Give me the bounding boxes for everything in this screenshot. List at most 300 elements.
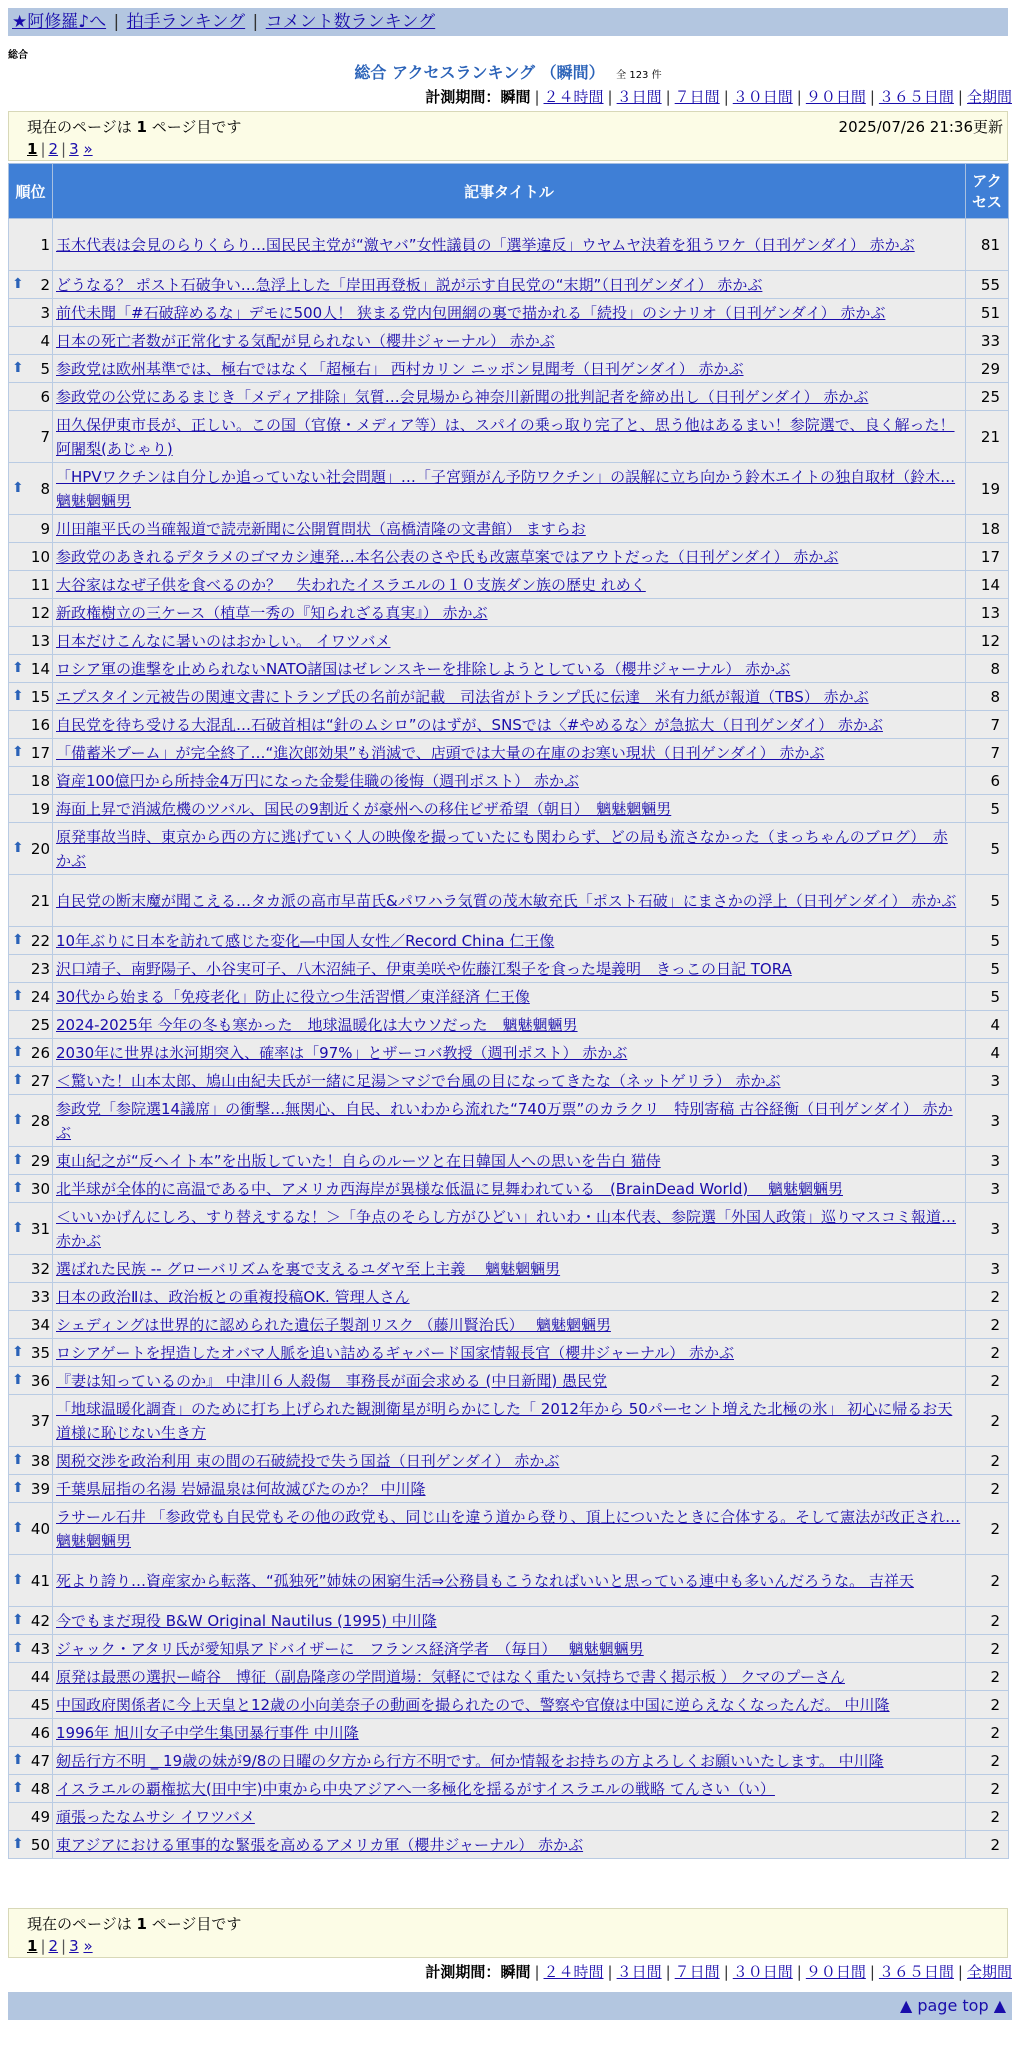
page-separator: | bbox=[61, 140, 67, 158]
up-arrow-icon: ⬆ bbox=[12, 659, 24, 676]
article-link[interactable]: 東アジアにおける軍事的な緊張を高めるアメリカ軍（櫻井ジャーナル） 赤かぶ bbox=[56, 1835, 584, 1854]
title-cell bbox=[53, 955, 966, 983]
article-link[interactable]: エプスタイン元被告の関連文書にトランプ氏の名前が記載 司法省がトランプ氏に伝達 米有力紙が報道（TBS） 赤かぶ bbox=[56, 687, 869, 706]
rank-cell bbox=[9, 1607, 53, 1635]
title-cell bbox=[53, 463, 966, 515]
title-cell bbox=[53, 1039, 966, 1067]
rank-cell bbox=[9, 655, 53, 683]
rank-number: 9 bbox=[40, 519, 50, 538]
period-separator: | bbox=[796, 88, 802, 106]
article-link[interactable]: ＜驚いた！山本太郎、鳩山由紀夫氏が一緒に足湯＞マジで台風の目になってきたな（ネットゲリラ） 赤かぶ bbox=[56, 1071, 781, 1090]
access-count: 25 bbox=[966, 383, 1009, 411]
article-link[interactable]: 資産100億円から所持金4万円になった金髪佳職の後悔（週刊ポスト） 赤かぶ bbox=[56, 771, 579, 790]
article-link[interactable]: 海面上昇で消滅危機のツバル、国民の9割近くが豪州への移住ビザ希望（朝日） 魑魅魍魎男 bbox=[56, 799, 672, 818]
access-count: 2 bbox=[966, 1503, 1009, 1555]
title-cell bbox=[53, 1747, 966, 1775]
rank-number: 7 bbox=[40, 427, 50, 446]
up-arrow-icon: ⬆ bbox=[12, 1343, 24, 1360]
access-count: 8 bbox=[966, 683, 1009, 711]
rank-cell bbox=[9, 1283, 53, 1311]
rank-cell bbox=[9, 1255, 53, 1283]
period-label: 計測期間： bbox=[425, 88, 501, 106]
title-cell bbox=[53, 823, 966, 875]
title-cell bbox=[53, 1311, 966, 1339]
article-link[interactable]: シェディングは世界的に認められた遺伝子製剤リスク （藤川賢治氏） 魑魅魍魎男 bbox=[56, 1315, 611, 1334]
table-row bbox=[9, 463, 1009, 515]
article-link[interactable]: 参政党は欧州基準では、極右ではなく「超極右」 西村カリン ニッポン見聞考（日刊ゲンダイ） 赤かぶ bbox=[56, 359, 744, 378]
page-info-number: 1 bbox=[136, 118, 147, 136]
title-cell bbox=[53, 1147, 966, 1175]
rank-cell bbox=[9, 1803, 53, 1831]
rank-cell bbox=[9, 1311, 53, 1339]
period-separator: | bbox=[957, 1963, 963, 1981]
period-link[interactable]: 全期間 bbox=[966, 88, 1012, 106]
title-cell bbox=[53, 1255, 966, 1283]
top-nav bbox=[8, 8, 1008, 36]
rank-cell bbox=[9, 1067, 53, 1095]
access-count: 2 bbox=[966, 1475, 1009, 1503]
article-link[interactable]: 頑張ったなムサシ イワツバメ bbox=[56, 1807, 255, 1826]
updated-timestamp: 2025/07/26 21:36更新 bbox=[838, 118, 1003, 136]
access-count: 3 bbox=[966, 1095, 1009, 1147]
period-separator: | bbox=[869, 88, 875, 106]
up-arrow-icon: ⬆ bbox=[12, 1111, 24, 1128]
table-row bbox=[9, 1555, 1009, 1607]
access-count: 2 bbox=[966, 1367, 1009, 1395]
rank-cell bbox=[9, 1747, 53, 1775]
period-link[interactable]: ３０日間 bbox=[732, 1963, 793, 1981]
table-row bbox=[9, 543, 1009, 571]
article-link[interactable]: 原発事故当時、東京から西の方に逃げていく人の映像を撮っていたにも関わらず、どの局も流さなかった（まっちゃんのブログ） 赤かぶ bbox=[56, 827, 948, 870]
article-link[interactable]: 「地球温暖化調査」のために打ち上げられた観測衛星が明らかにした「 2012年から 50パーセント増えた北極の氷」 初心に帰るお天道様に恥じない生き方 bbox=[56, 1399, 953, 1442]
rank-cell bbox=[9, 1635, 53, 1663]
rank-cell bbox=[9, 1147, 53, 1175]
rank-cell bbox=[9, 927, 53, 955]
article-link[interactable]: 『妻は知っているのか』 中津川６人殺傷 事務長が面会求める (中日新聞) 愚民党 bbox=[56, 1371, 608, 1390]
table-row bbox=[9, 1719, 1009, 1747]
article-link[interactable]: 日本だけこんなに暑いのはおかしい。 イワツバメ bbox=[56, 631, 391, 650]
title-cell bbox=[53, 927, 966, 955]
access-count: 2 bbox=[966, 1555, 1009, 1607]
title-cell bbox=[53, 411, 966, 463]
rank-number: 18 bbox=[30, 771, 50, 790]
article-link[interactable]: 剱岳行方不明 _ 19歳の妹が9/8の日曜の夕方から行方不明です。何か情報をお持ちの方よろしくお願いいたします。 中川隆 bbox=[56, 1751, 884, 1770]
title-cell bbox=[53, 1555, 966, 1607]
access-count: 5 bbox=[966, 823, 1009, 875]
table-row bbox=[9, 1367, 1009, 1395]
rank-cell bbox=[9, 327, 53, 355]
article-link[interactable]: 自民党の断末魔が聞こえる…タカ派の高市早苗氏&パワハラ気質の茂木敏充氏「ポスト石破」にまさかの浮上（日刊ゲンダイ） 赤かぶ bbox=[56, 891, 957, 910]
rank-cell bbox=[9, 571, 53, 599]
article-link[interactable]: 千葉県屈指の名湯 岩婦温泉は何故滅びたのか？ 中川隆 bbox=[56, 1479, 426, 1498]
ranking-table bbox=[8, 163, 1009, 1859]
title-cell bbox=[53, 627, 966, 655]
table-row bbox=[9, 1803, 1009, 1831]
rank-number: 23 bbox=[30, 959, 50, 978]
article-link[interactable]: 大谷家はなぜ子供を食べるのか？ 失われたイスラエルの１０支族ダン族の歴史 れめく bbox=[56, 575, 646, 594]
period-link[interactable]: ２４時間 bbox=[543, 1963, 604, 1981]
rank-number: 45 bbox=[30, 1695, 50, 1714]
title-cell bbox=[53, 1475, 966, 1503]
rank-cell bbox=[9, 1395, 53, 1447]
table-row bbox=[9, 739, 1009, 767]
access-count: 19 bbox=[966, 463, 1009, 515]
table-row bbox=[9, 219, 1009, 271]
access-count: 3 bbox=[966, 1147, 1009, 1175]
access-count: 5 bbox=[966, 927, 1009, 955]
rank-number: 41 bbox=[30, 1571, 50, 1590]
period-separator: | bbox=[723, 1963, 729, 1981]
table-row bbox=[9, 1747, 1009, 1775]
rank-number: 13 bbox=[30, 631, 50, 650]
period-separator: | bbox=[869, 1963, 875, 1981]
period-link[interactable]: ７日間 bbox=[674, 1963, 720, 1981]
page-link[interactable]: 3 bbox=[69, 1937, 79, 1955]
period-link[interactable]: ７日間 bbox=[674, 88, 720, 106]
period-separator: | bbox=[607, 1963, 613, 1981]
title-cell bbox=[53, 1803, 966, 1831]
up-arrow-icon: ⬆ bbox=[12, 1071, 24, 1088]
access-count: 2 bbox=[966, 1803, 1009, 1831]
article-link[interactable]: 自民党を待ち受ける大混乱…石破首相は“針のムシロ”のはずが、SNSでは〈#やめるな〉が急拡大（日刊ゲンダイ） 赤かぶ bbox=[56, 715, 883, 734]
table-row bbox=[9, 1607, 1009, 1635]
page-separator: | bbox=[40, 140, 46, 158]
rank-number: 12 bbox=[30, 603, 50, 622]
period-separator: | bbox=[723, 88, 729, 106]
article-link[interactable]: ロシア軍の進撃を止められないNATO諸国はゼレンスキーを排除しようとしている（櫻井ジャーナル） 赤かぶ bbox=[56, 659, 791, 678]
up-arrow-icon: ⬆ bbox=[12, 687, 24, 704]
up-arrow-icon: ⬆ bbox=[12, 1779, 24, 1796]
access-count: 14 bbox=[966, 571, 1009, 599]
rank-cell bbox=[9, 463, 53, 515]
rank-number: 6 bbox=[40, 387, 50, 406]
period-separator: | bbox=[796, 1963, 802, 1981]
rank-number: 40 bbox=[30, 1519, 50, 1538]
table-row bbox=[9, 655, 1009, 683]
access-count: 4 bbox=[966, 1011, 1009, 1039]
title-cell bbox=[53, 983, 966, 1011]
rank-number: 10 bbox=[30, 547, 50, 566]
table-row bbox=[9, 1067, 1009, 1095]
rank-cell bbox=[9, 1175, 53, 1203]
access-count: 7 bbox=[966, 739, 1009, 767]
title-cell bbox=[53, 1283, 966, 1311]
nav-comment-ranking[interactable]: コメント数ランキング bbox=[265, 12, 436, 32]
rank-cell bbox=[9, 515, 53, 543]
nav-separator: | bbox=[252, 12, 259, 32]
table-row bbox=[9, 683, 1009, 711]
access-count: 2 bbox=[966, 1775, 1009, 1803]
page-next-link[interactable]: » bbox=[83, 140, 93, 158]
article-link[interactable]: 参政党のあきれるデタラメのゴマカシ連発…本名公表のさや氏も改憲草案ではアウトだった（日刊ゲンダイ） 赤かぶ bbox=[56, 547, 839, 566]
access-count: 29 bbox=[966, 355, 1009, 383]
period-link[interactable]: 全期間 bbox=[966, 1963, 1012, 1981]
table-row bbox=[9, 1503, 1009, 1555]
title-cell bbox=[53, 739, 966, 767]
table-row bbox=[9, 1775, 1009, 1803]
access-count: 2 bbox=[966, 1691, 1009, 1719]
rank-number: 27 bbox=[30, 1071, 50, 1090]
access-count: 17 bbox=[966, 543, 1009, 571]
article-link[interactable]: 日本の死亡者数が正常化する気配が見られない（櫻井ジャーナル） 赤かぶ bbox=[56, 331, 555, 350]
table-row bbox=[9, 1635, 1009, 1663]
article-link[interactable]: どうなる？ ポスト石破争い…急浮上した「岸田再登板」説が示す自民党の“末期”（日刊ゲンダイ） 赤かぶ bbox=[56, 275, 763, 294]
rank-cell bbox=[9, 1719, 53, 1747]
article-link[interactable]: イスラエルの覇権拡大(田中宇)中東から中央アジアへ一多極化を揺るがすイスラエルの戦略 てんさい（い） bbox=[56, 1779, 775, 1798]
rank-number: 24 bbox=[30, 987, 50, 1006]
page-separator: | bbox=[40, 1937, 46, 1955]
title-cell bbox=[53, 355, 966, 383]
rank-number: 47 bbox=[30, 1751, 50, 1770]
page-info-suffix: ページ目です bbox=[151, 118, 242, 136]
rank-cell bbox=[9, 823, 53, 875]
up-arrow-icon: ⬆ bbox=[12, 1043, 24, 1060]
period-link[interactable]: ９０日間 bbox=[805, 1963, 866, 1981]
page-info-prefix: 現在のページは bbox=[27, 118, 132, 136]
access-count: 21 bbox=[966, 411, 1009, 463]
page-current: 1 bbox=[27, 140, 38, 158]
count-label: 全 123 件 bbox=[616, 70, 662, 81]
article-link[interactable]: 北半球が全体的に高温である中、アメリカ西海岸が異様な低温に見舞われている (BrainDead World) 魑魅魍魎男 bbox=[56, 1179, 843, 1198]
article-link[interactable]: 参政党「参院選14議席」の衝撃…無関心、自民、れいわから流れた“740万票”のカラクリ 特別寄稿 古谷経衡（日刊ゲンダイ） 赤かぶ bbox=[56, 1099, 953, 1142]
rank-cell bbox=[9, 1203, 53, 1255]
article-link[interactable]: ラサール石井 「参政党も自民党もその他の政党も、同じ山を違う道から登り、頂上についたときに合体する。そして憲法が改正され… 魑魅魍魎男 bbox=[56, 1507, 961, 1550]
table-row bbox=[9, 1311, 1009, 1339]
table-row bbox=[9, 1395, 1009, 1447]
access-count: 55 bbox=[966, 271, 1009, 299]
article-link[interactable]: ＜いいかげんにしろ、すり替えするな！＞「争点のそらし方がひどい」れいわ・山本代表、参院選「外国人政策」巡りマスコミ報道… 赤かぶ bbox=[56, 1207, 957, 1250]
title-cell bbox=[53, 1691, 966, 1719]
rank-cell bbox=[9, 1503, 53, 1555]
rank-number: 49 bbox=[30, 1807, 50, 1826]
title-cell bbox=[53, 1011, 966, 1039]
access-count: 3 bbox=[966, 1067, 1009, 1095]
page-links bbox=[27, 1937, 93, 1955]
up-arrow-icon: ⬆ bbox=[12, 1179, 24, 1196]
rank-number: 1 bbox=[40, 235, 50, 254]
period-link[interactable]: ３日間 bbox=[616, 88, 662, 106]
col-access-header: アクセス bbox=[966, 164, 1009, 219]
article-link[interactable]: ロシアゲートを捏造したオバマ人脈を追い詰めるギャバード国家情報長官（櫻井ジャーナル） 赤かぶ bbox=[56, 1343, 734, 1362]
table-row bbox=[9, 355, 1009, 383]
up-arrow-icon: ⬆ bbox=[12, 1835, 24, 1852]
rank-cell bbox=[9, 683, 53, 711]
nav-clap-ranking[interactable]: 拍手ランキング bbox=[126, 12, 246, 32]
table-row bbox=[9, 1339, 1009, 1367]
access-count: 7 bbox=[966, 711, 1009, 739]
title-cell bbox=[53, 1095, 966, 1147]
table-row bbox=[9, 1203, 1009, 1255]
access-count: 2 bbox=[966, 1395, 1009, 1447]
table-row bbox=[9, 1147, 1009, 1175]
article-link[interactable]: 中国政府関係者に今上天皇と12歳の小向美奈子の動画を撮られたので、警察や官僚は中国に逆らえなくなったんだ。 中川隆 bbox=[56, 1695, 890, 1714]
rank-number: 37 bbox=[30, 1411, 50, 1430]
title-cell bbox=[53, 711, 966, 739]
article-link[interactable]: 死より誇り…資産家から転落、“孤独死”姉妹の困窮生活⇒公務員もこうなればいいと思っている連中も多いんだろうな。 吉祥天 bbox=[56, 1571, 914, 1590]
title-cell bbox=[53, 1775, 966, 1803]
period-link[interactable]: ３日間 bbox=[616, 1963, 662, 1981]
page-current: 1 bbox=[27, 1937, 38, 1955]
article-link[interactable]: 関税交渉を政治利用 束の間の石破続投で失う国益（日刊ゲンダイ） 赤かぶ bbox=[56, 1451, 560, 1470]
period-separator: | bbox=[957, 88, 963, 106]
article-link[interactable]: 沢口靖子、南野陽子、小谷実可子、八木沼純子、伊東美咲や佐藤江梨子を食った堤義明 きっこの日記 TORA bbox=[56, 959, 792, 978]
period-link[interactable]: ２４時間 bbox=[543, 88, 604, 106]
access-count: 2 bbox=[966, 1311, 1009, 1339]
up-arrow-icon: ⬆ bbox=[12, 479, 24, 496]
rank-cell bbox=[9, 355, 53, 383]
period-separator: | bbox=[534, 88, 540, 106]
rank-number: 11 bbox=[30, 575, 50, 594]
period-label: 計測期間： bbox=[425, 1963, 501, 1981]
access-count: 5 bbox=[966, 795, 1009, 823]
article-link[interactable]: 「HPVワクチンは自分しか追っていない社会問題」…「子宮頸がん予防ワクチン」の誤解に立ち向かう鈴木エイトの独自取材（鈴木… 魑魅魍魎男 bbox=[56, 467, 956, 510]
article-link[interactable]: 川田龍平氏の当確報道で読売新聞に公開質問状（高橋清隆の文書館） ますらお bbox=[56, 519, 586, 538]
up-arrow-icon: ⬆ bbox=[12, 1151, 24, 1168]
table-row bbox=[9, 711, 1009, 739]
title-cell bbox=[53, 683, 966, 711]
title-cell bbox=[53, 1831, 966, 1859]
up-arrow-icon: ⬆ bbox=[12, 1479, 24, 1496]
article-link[interactable]: 原発は最悪の選択ー崎谷 博征（副島隆彦の学問道場：気軽にではなく重たい気持ちで書く掲示板 ） クマのプーさん bbox=[56, 1667, 845, 1686]
page-info-prefix: 現在のページは bbox=[27, 1915, 132, 1933]
access-count: 5 bbox=[966, 983, 1009, 1011]
article-link[interactable]: 参政党の公党にあるまじき「メディア排除」気質…会見場から神奈川新聞の批判記者を締め出し（日刊ゲンダイ） 赤かぶ bbox=[56, 387, 869, 406]
up-arrow-icon: ⬆ bbox=[12, 1371, 24, 1388]
article-link[interactable]: 日本の政治Ⅱは、政治板との重複投稿OK. 管理人さん bbox=[56, 1287, 410, 1306]
title-cell bbox=[53, 1447, 966, 1475]
article-link[interactable]: 30代から始まる「免疫老化」防止に役立つ生活習慣／東洋経済 仁王像 bbox=[56, 987, 530, 1006]
period-link[interactable]: ９０日間 bbox=[805, 88, 866, 106]
rank-number: 19 bbox=[30, 799, 50, 818]
rank-cell bbox=[9, 1691, 53, 1719]
up-arrow-icon: ⬆ bbox=[12, 1751, 24, 1768]
rank-number: 3 bbox=[40, 303, 50, 322]
heading-text: 総合 アクセスランキング （瞬間） bbox=[354, 63, 605, 82]
article-link[interactable]: 玉木代表は会見のらりくらり…国民民主党が“激ヤバ”女性議員の「選挙違反」ウヤムヤ決着を狙うワケ（日刊ゲンダイ） 赤かぶ bbox=[56, 235, 915, 254]
article-link[interactable]: 1996年 旭川女子中学生集団暴行事件 中川隆 bbox=[56, 1723, 359, 1742]
article-link[interactable]: 2024-2025年 今年の冬も寒かった 地球温暖化は大ウソだった 魑魅魍魎男 bbox=[56, 1015, 578, 1034]
period-separator: | bbox=[534, 1963, 540, 1981]
page-info bbox=[27, 1913, 241, 1934]
page-link[interactable]: 2 bbox=[48, 1937, 59, 1955]
table-row bbox=[9, 1039, 1009, 1067]
rank-cell bbox=[9, 795, 53, 823]
title-cell bbox=[53, 1503, 966, 1555]
title-cell bbox=[53, 655, 966, 683]
article-link[interactable]: 東山紀之が“反ヘイト本”を出版していた！自らのルーツと在日韓国人への思いを告白 猫侍 bbox=[56, 1151, 661, 1170]
access-count: 2 bbox=[966, 1747, 1009, 1775]
page-link[interactable]: 3 bbox=[69, 140, 79, 158]
title-cell bbox=[53, 1635, 966, 1663]
rank-cell bbox=[9, 767, 53, 795]
table-row bbox=[9, 271, 1009, 299]
rank-cell bbox=[9, 983, 53, 1011]
up-arrow-icon: ⬆ bbox=[12, 1639, 24, 1656]
page-next-link[interactable]: » bbox=[83, 1937, 93, 1955]
table-row bbox=[9, 795, 1009, 823]
rank-cell bbox=[9, 875, 53, 927]
period-link[interactable]: ３６５日間 bbox=[878, 1963, 954, 1981]
up-arrow-icon: ⬆ bbox=[12, 987, 24, 1004]
article-link[interactable]: 2030年に世界は氷河期突入、確率は「97%」とザーコバ教授（週刊ポスト） 赤かぶ bbox=[56, 1043, 628, 1062]
table-row bbox=[9, 411, 1009, 463]
rank-number: 44 bbox=[30, 1667, 50, 1686]
title-cell bbox=[53, 383, 966, 411]
title-cell bbox=[53, 767, 966, 795]
rank-number: 50 bbox=[30, 1835, 50, 1854]
rank-number: 35 bbox=[30, 1343, 50, 1362]
up-arrow-icon: ⬆ bbox=[12, 275, 24, 292]
title-cell bbox=[53, 1367, 966, 1395]
rank-number: 14 bbox=[30, 659, 50, 678]
access-count: 2 bbox=[966, 1283, 1009, 1311]
table-row bbox=[9, 1175, 1009, 1203]
rank-cell bbox=[9, 711, 53, 739]
table-row bbox=[9, 767, 1009, 795]
table-row bbox=[9, 515, 1009, 543]
page-link[interactable]: 2 bbox=[48, 140, 59, 158]
access-count: 2 bbox=[966, 1339, 1009, 1367]
period-selector-bottom bbox=[425, 1961, 1012, 1982]
rank-number: 20 bbox=[30, 839, 50, 858]
title-cell bbox=[53, 1663, 966, 1691]
period-link[interactable]: ３６５日間 bbox=[878, 88, 954, 106]
table-row bbox=[9, 1095, 1009, 1147]
article-link[interactable]: 「備蓄米ブーム」が完全終了…“進次郎効果”も消滅で、店頭では大量の在庫のお寒い現状（日刊ゲンダイ） 赤かぶ bbox=[56, 743, 825, 762]
article-link[interactable]: 新政権樹立の三ケース（植草一秀の『知られざる真実』） 赤かぶ bbox=[56, 603, 488, 622]
table-row bbox=[9, 627, 1009, 655]
rank-cell bbox=[9, 739, 53, 767]
article-link[interactable]: 10年ぶりに日本を訪れて感じた変化―中国人女性／Record China 仁王像 bbox=[56, 931, 555, 950]
access-count: 2 bbox=[966, 1831, 1009, 1859]
title-cell bbox=[53, 1203, 966, 1255]
article-link[interactable]: 今でもまだ現役 B&W Original Nautilus (1995) 中川隆 bbox=[56, 1611, 437, 1630]
rank-number: 38 bbox=[30, 1451, 50, 1470]
article-link[interactable]: 選ばれた民族 -- グローバリズムを裏で支えるユダヤ至上主義 魑魅魍魎男 bbox=[56, 1259, 561, 1278]
table-row bbox=[9, 955, 1009, 983]
up-arrow-icon: ⬆ bbox=[12, 839, 24, 856]
access-count: 81 bbox=[966, 219, 1009, 271]
period-link[interactable]: ３０日間 bbox=[732, 88, 793, 106]
title-cell bbox=[53, 1067, 966, 1095]
rank-cell bbox=[9, 1367, 53, 1395]
period-separator: | bbox=[665, 1963, 671, 1981]
col-rank-header: 順位 bbox=[9, 164, 53, 219]
rank-number: 43 bbox=[30, 1639, 50, 1658]
access-count: 5 bbox=[966, 955, 1009, 983]
rank-cell bbox=[9, 383, 53, 411]
title-cell bbox=[53, 571, 966, 599]
page-separator: | bbox=[61, 1937, 67, 1955]
access-count: 5 bbox=[966, 875, 1009, 927]
rank-cell bbox=[9, 1831, 53, 1859]
rank-cell bbox=[9, 271, 53, 299]
rank-cell bbox=[9, 1039, 53, 1067]
nav-separator: | bbox=[113, 12, 120, 32]
rank-number: 17 bbox=[30, 743, 50, 762]
title-cell bbox=[53, 515, 966, 543]
article-link[interactable]: ジャック・アタリ氏が愛知県アドバイザーに フランス経済学者 （毎日） 魑魅魍魎男 bbox=[56, 1639, 644, 1658]
rank-number: 22 bbox=[30, 931, 50, 950]
page-top-link[interactable]: ▲ page top ▲ bbox=[899, 1996, 1006, 2015]
article-link[interactable]: 田久保伊東市長が、正しい。この国（官僚・メディア等）は、スパイの乗っ取り完了と、思う他はあるまい！参院選で、良く解った！ 阿闍梨(あじゃり) bbox=[56, 415, 955, 458]
title-cell bbox=[53, 219, 966, 271]
nav-asyura-home[interactable]: ★阿修羅♪へ bbox=[12, 12, 107, 32]
rank-number: 25 bbox=[30, 1015, 50, 1034]
page-info-suffix: ページ目です bbox=[151, 1915, 242, 1933]
rank-cell bbox=[9, 1475, 53, 1503]
article-link[interactable]: 前代未聞「#石破辞めるな」デモに500人！ 狭まる党内包囲網の裏で描かれる「続投」のシナリオ（日刊ゲンダイ） 赤かぶ bbox=[56, 303, 886, 322]
